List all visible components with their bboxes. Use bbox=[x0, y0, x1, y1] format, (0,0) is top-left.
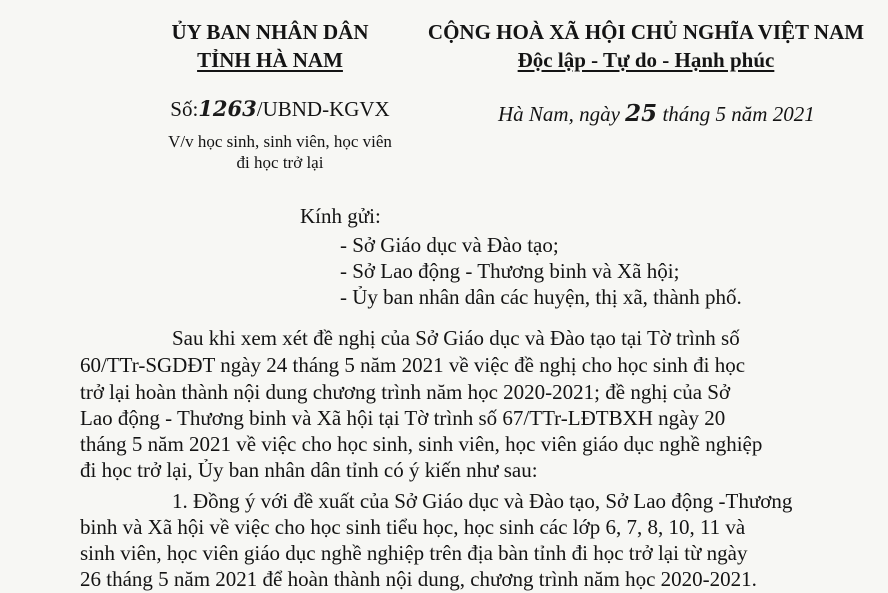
recipients-title: Kính gửi: bbox=[300, 204, 381, 228]
body-line: đi học trở lại, Ủy ban nhân dân tỉnh có ý kiến như sau: bbox=[80, 458, 538, 482]
nation-line2-wrap bbox=[418, 48, 874, 73]
recipient-item: - Sở Giáo dục và Đào tạo; bbox=[340, 233, 559, 257]
body-line: 60/TTr-SGDĐT ngày 24 tháng 5 năm 2021 về việc đề nghị cho học sinh đi học bbox=[80, 353, 746, 377]
subject-line1: V/v học sinh, sinh viên, học viên bbox=[168, 132, 392, 151]
doc-number bbox=[130, 96, 430, 122]
doc-number-handwritten: 1263 bbox=[198, 96, 257, 121]
body-line: sinh viên, học viên giáo dục nghề nghiệp trên địa bàn tỉnh đi học trở lại từ ngày bbox=[80, 541, 748, 565]
org-name-line1: ỦY BAN NHÂN DÂN bbox=[171, 20, 369, 44]
body-line: Lao động - Thương binh và Xã hội tại Tờ trình số 67/TTr-LĐTBXH ngày 20 bbox=[80, 406, 726, 430]
org-name-line2: TỈNH HÀ NAM bbox=[197, 48, 343, 72]
body-line: 1. Đồng ý với đề xuất của Sở Giáo dục và Đào tạo, Sở Lao động -Thương bbox=[172, 489, 793, 513]
recipient-item: - Sở Lao động - Thương binh và Xã hội; bbox=[340, 259, 680, 283]
body-line: 26 tháng 5 năm 2021 để hoàn thành nội dung, chương trình năm học 2020-2021. bbox=[80, 567, 757, 591]
body-line: binh và Xã hội về việc cho học sinh tiểu học, học sinh các lớp 6, 7, 8, 10, 11 và bbox=[80, 515, 746, 539]
nation-line2: Độc lập - Tự do - Hạnh phúc bbox=[517, 48, 775, 72]
recipient-item: - Ủy ban nhân dân các huyện, thị xã, thành phố. bbox=[340, 285, 742, 309]
org-name-line2-wrap bbox=[150, 48, 390, 73]
doc-number-prefix: Số: bbox=[170, 97, 199, 121]
date-day-handwritten: 25 bbox=[625, 100, 658, 127]
doc-number-suffix: /UBND-KGVX bbox=[256, 97, 390, 121]
date-rest: tháng 5 năm 2021 bbox=[657, 102, 815, 126]
date-place: Hà Nam, ngày bbox=[498, 102, 626, 126]
nation-line1: CỘNG HOÀ XÃ HỘI CHỦ NGHĨA VIỆT NAM bbox=[427, 20, 865, 44]
body-line: trở lại hoàn thành nội dung chương trình năm học 2020-2021; đề nghị của Sở bbox=[80, 380, 731, 404]
body-line: Sau khi xem xét đề nghị của Sở Giáo dục và Đào tạo tại Tờ trình số bbox=[172, 326, 740, 350]
doc-date bbox=[498, 100, 815, 127]
subject-line2: đi học trở lại bbox=[236, 153, 324, 172]
body-line: tháng 5 năm 2021 về việc cho học sinh, sinh viên, học viên giáo dục nghề nghiệp bbox=[80, 432, 763, 456]
